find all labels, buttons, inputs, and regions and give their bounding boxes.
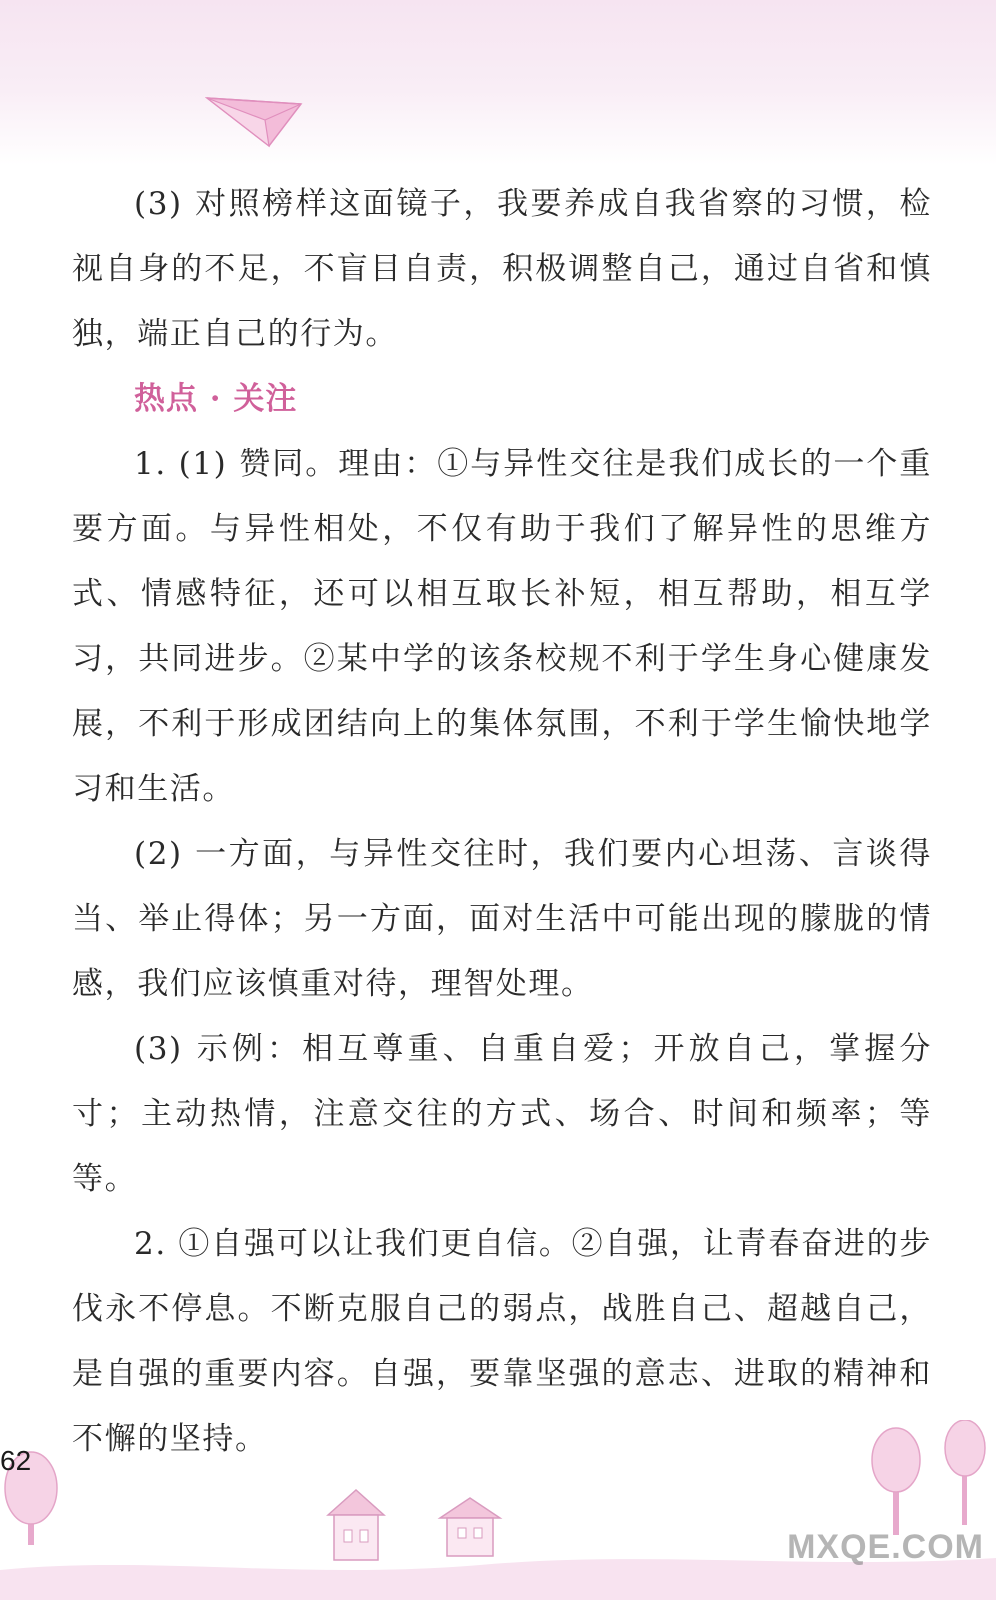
top-decorative-band [0, 0, 996, 165]
paragraph: (2) 一方面，与异性交往时，我们要内心坦荡、言谈得当、举止得体；另一方面，面对生活中可能出现的朦胧的情感，我们应该慎重对待，理智处理。 [72, 836, 932, 1002]
paragraph: 1. (1) 赞同。理由：①与异性交往是我们成长的一个重要方面。与异性相处，不仅有助于我们了解异性的思维方式、情感特征，还可以相互取长补短，相互帮助，相互学习，共同进步。②某中学的该条校规不利于学生身心健康发展，不利于形成团结向上的集体氛围，不利于学生愉快地学习和生活。 [72, 446, 932, 807]
house-icon [440, 1498, 500, 1556]
tree-icon [945, 1420, 985, 1525]
paper-plane-icon [205, 90, 305, 150]
paragraph: 2. ①自强可以让我们更自信。②自强，让青春奋进的步伐永不停息。不断克服自己的弱点，战胜自己、超越自己，是自强的重要内容。自强，要靠坚强的意志、进取的精神和不懈的坚持。 [72, 1226, 932, 1457]
tree-icon [872, 1428, 920, 1535]
paragraph: (3) 示例：相互尊重、自重自爱；开放自己，掌握分寸；主动热情，注意交往的方式、场合、时间和频率；等等。 [72, 1031, 932, 1197]
bottom-decoration [0, 1420, 996, 1600]
watermark: MXQE.COM [787, 1528, 984, 1566]
house-icon [328, 1490, 384, 1560]
page-number: 62 [0, 1445, 32, 1476]
page-content [72, 172, 932, 1472]
paragraph: (3) 对照榜样这面镜子，我要养成自我省察的习惯，检视自身的不足，不盲目自责，积极调整自己，通过自省和慎独，端正自己的行为。 [72, 186, 932, 352]
section-heading: 热点 · 关注 [134, 381, 298, 417]
